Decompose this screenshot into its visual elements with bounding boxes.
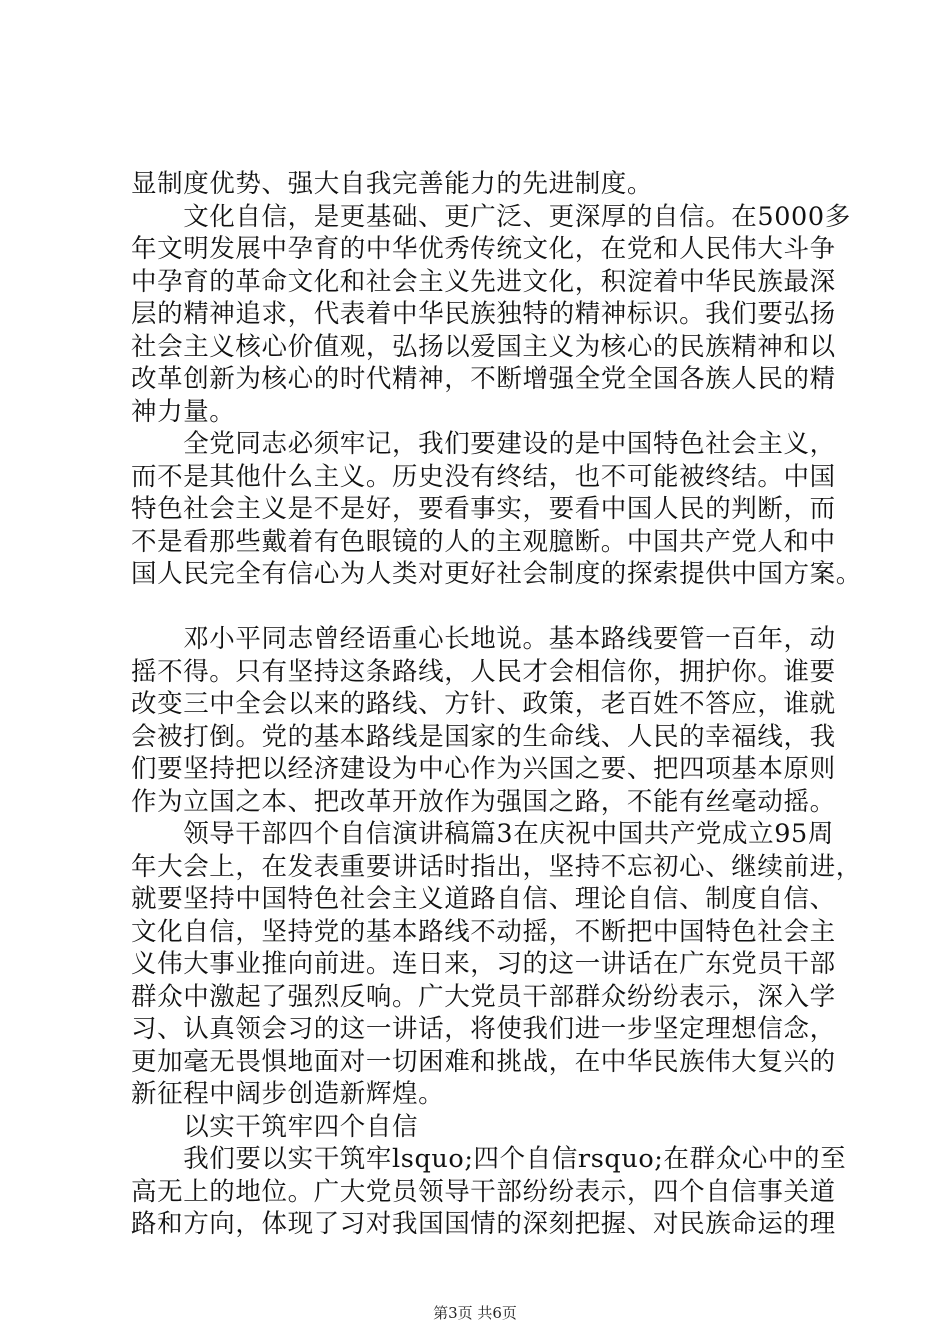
text-line: 群众中激起了强烈反响。广大党员干部群众纷纷表示，深入学 <box>131 981 836 1012</box>
text-line: 们要坚持把以经济建设为中心作为兴国之要、把四项基本原则 <box>131 754 836 784</box>
text-line: 文化自信，坚持党的基本路线不动摇，不断把中国特色社会主 <box>131 916 836 947</box>
text-line: 不是看那些戴着有色眼镜的人的主观臆断。中国共产党人和中 <box>131 526 836 557</box>
text-line: 新征程中阔步创造新辉煌。 <box>131 1079 445 1109</box>
text-line: 改变三中全会以来的路线、方针、政策，老百姓不答应，谁就 <box>131 689 836 719</box>
text-line: 领导干部四个自信演讲稿篇3在庆祝中国共产党成立95周 <box>131 819 834 849</box>
text-line: 特色社会主义是不是好，要看事实，要看中国人民的判断，而 <box>131 494 836 524</box>
text-line: 显制度优势、强大自我完善能力的先进制度。 <box>131 169 654 199</box>
text-line: 社会主义核心价值观，弘扬以爱国主义为核心的民族精神和以 <box>131 331 836 362</box>
paragraph-gap <box>131 591 831 624</box>
text-line: 作为立国之本、把改革开放作为强国之路，不能有丝毫动摇。 <box>131 786 836 817</box>
text-line: 高无上的地位。广大党员领导干部纷纷表示，四个自信事关道 <box>131 1176 836 1207</box>
text-line: 神力量。 <box>131 396 236 427</box>
text-line: 层的精神追求，代表着中华民族独特的精神标识。我们要弘扬 <box>131 299 836 329</box>
text-line: 更加毫无畏惧地面对一切困难和挑战，在中华民族伟大复兴的 <box>131 1046 836 1077</box>
text-line: 国人民完全有信心为人类对更好社会制度的探索提供中国方案。 <box>131 559 862 589</box>
text-line: 路和方向，体现了习对我国国情的深刻把握、对民族命运的理 <box>131 1209 836 1239</box>
text-line: 年文明发展中孕育的中华优秀传统文化，在党和人民伟大斗争 <box>131 234 836 264</box>
text-line: 改革创新为核心的时代精神，不断增强全党全国各族人民的精 <box>131 364 836 394</box>
text-line: 邓小平同志曾经语重心长地说。基本路线要管一百年，动 <box>131 624 836 654</box>
text-line: 习、认真领会习的这一讲话，将使我们进一步坚定理想信念， <box>131 1014 836 1044</box>
text-line: 文化自信，是更基础、更广泛、更深厚的自信。在5000多 <box>131 201 851 232</box>
text-line: 我们要以实干筑牢lsquo;四个自信rsquo;在群众心中的至 <box>131 1144 847 1174</box>
text-line: 就要坚持中国特色社会主义道路自信、理论自信、制度自信、 <box>131 884 836 914</box>
text-line: 而不是其他什么主义。历史没有终结，也不可能被终结。中国 <box>131 461 836 492</box>
text-line: 年大会上，在发表重要讲话时指出，坚持不忘初心、继续前进， <box>131 851 862 882</box>
text-line: 义伟大事业推向前进。连日来，习的这一讲话在广东党员干部 <box>131 949 836 979</box>
section-heading: 以实干筑牢四个自信 <box>131 1111 419 1142</box>
text-line: 会被打倒。党的基本路线是国家的生命线、人民的幸福线，我 <box>131 721 836 752</box>
text-line: 中孕育的革命文化和社会主义先进文化，积淀着中华民族最深 <box>131 266 836 297</box>
document-body <box>131 168 862 1241</box>
text-line: 摇不得。只有坚持这条路线，人民才会相信你，拥护你。谁要 <box>131 656 836 687</box>
text-line: 全党同志必须牢记，我们要建设的是中国特色社会主义， <box>131 429 836 459</box>
page-number-footer: 第3页 共6页 <box>433 1304 517 1322</box>
